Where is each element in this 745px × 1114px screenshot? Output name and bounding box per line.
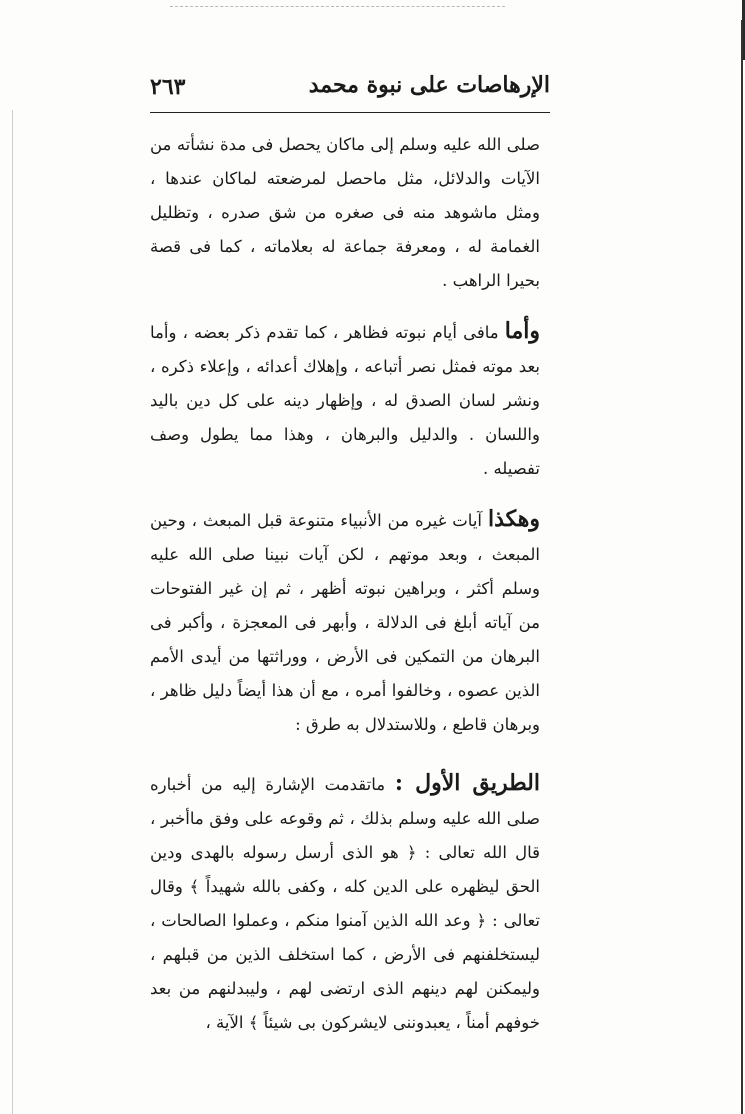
paragraph-lead-word: وهكذا bbox=[487, 506, 540, 532]
page-header bbox=[150, 72, 550, 112]
body-text bbox=[150, 128, 540, 1088]
paragraph bbox=[150, 766, 540, 1040]
paragraph-text: مافى أيام نبوته فظاهر ، كما تقدم ذكر بعضه ، وأما بعد موته فمثل نصر أتباعه ، وإهلاك أعدائه ، وإعلاء ذكره ، ونشر لسان الصدق له ، وإظهار دينه على كل دين باليد واللسان . والدليل والبرهان ، وهذا مما يطول وصف تفصيله . bbox=[150, 323, 540, 478]
paragraph bbox=[150, 314, 540, 486]
section-heading: الطريق الأول : bbox=[394, 770, 541, 796]
paragraph-lead-word: وأما bbox=[504, 318, 541, 344]
page-number: ٢٦٣ bbox=[150, 74, 186, 100]
page-right-edge bbox=[741, 20, 743, 1114]
paragraph-text: ماتقدمت الإشارة إليه من أخباره صلى الله عليه وسلم بذلك ، ثم وقوعه على وفق ماأخبر ، قال الله تعالى : ﴿ هو الذى أرسل رسوله بالهدى ودين الحق ليظهره على الدين كله ، وكفى بالله شهيداً ﴾ وقال تعالى : ﴿ وعد الله الذين آمنوا منكم ، وعملوا الصالحات ، ليستخلفنهم فى الأرض ، كما استخلف الذين من قبلهم ، وليمكنن لهم دينهم الذى ارتضى لهم ، وليبدلنهم من بعد خوفهم أمناً ، يعبدوننى لايشركون بى شيئاً ﴾ الآية ، bbox=[150, 775, 540, 1032]
paragraph bbox=[150, 502, 540, 742]
paragraph-text: آيات غيره من الأنبياء متنوعة قبل المبعث ، وحين المبعث ، وبعد موتهم ، لكن آيات نبينا صلى الله عليه وسلم أكثر ، وبراهين نبوته أظهر ، ثم إن غير الفتوحات من آياته أبلغ فى الدلالة ، وأبهر فى المعجزة ، وأكبر فى البرهان من التمكين فى الأرض ، ووراثتها من أيدى الأمم الذين عصوه ، وخالفوا أمره ، مع أن هذا أيضاً دليل ظاهر ، وبرهان قاطع ، وللاستدلال به طرق : bbox=[150, 511, 540, 734]
header-rule bbox=[150, 112, 550, 113]
paragraph bbox=[150, 128, 540, 298]
page-left-edge bbox=[12, 110, 13, 1114]
scan-top-edge bbox=[170, 6, 505, 7]
running-title: الإرهاصات على نبوة محمد bbox=[308, 72, 550, 98]
paragraph-text: صلى الله عليه وسلم إلى ماكان يحصل فى مدة نشأته من الآيات والدلائل، مثل ماحصل لمرضعته لماكان عندها ، ومثل ماشوهد منه فى صغره من شق صدره ، وتظليل الغمامة له ، ومعرفة جماعة له بعلاماته ، كما فى قصة بحيرا الراهب . bbox=[150, 135, 540, 290]
